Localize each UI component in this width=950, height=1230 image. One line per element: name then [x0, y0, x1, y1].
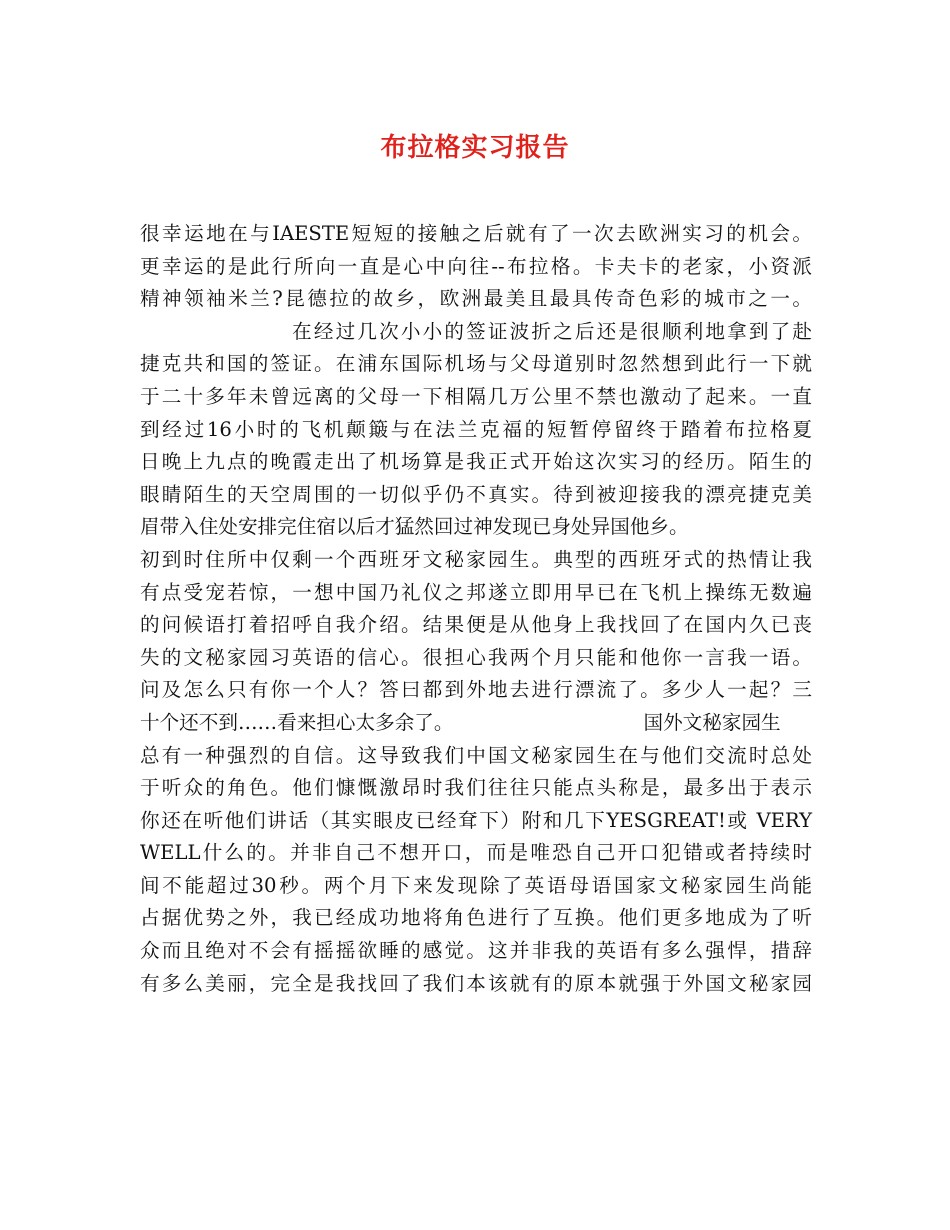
text-line: 众而且绝对不会有摇摇欲睡的感觉。这并非我的英语有多么强悍，措辞 — [140, 939, 812, 963]
text-line: 眼睛陌生的天空周围的一切似乎仍不真实。待到被迎接我的漂亮捷克美 — [140, 482, 812, 506]
text-line: 很幸运地在与IAESTE短短的接触之后就有了一次去欧洲实习的机会。 — [140, 222, 812, 245]
text-line: 总有一种强烈的自信。这导致我们中国文秘家园生在与他们交流时总处 — [140, 743, 812, 767]
text-line: 占据优势之外，我已经成功地将角色进行了互换。他们更多地成为了听 — [140, 906, 812, 930]
text-line: 捷克共和国的签证。在浦东国际机场与父母道别时忽然想到此行一下就 — [140, 352, 812, 376]
text-line: 精神领袖米兰?昆德拉的故乡，欧洲最美且最具传奇色彩的城市之一。 — [140, 287, 812, 311]
text-line-content: 十个还不到……看来担心太多余了。 — [140, 710, 454, 734]
text-line: 你还在听他们讲话（其实眼皮已经耷下）附和几下YESGREAT!或 VERY — [140, 808, 812, 832]
text-line: 有点受宠若惊，一想中国乃礼仪之邦遂立即用早已在飞机上操练无数遍 — [140, 580, 812, 604]
text-line: 到经过16小时的飞机颠簸与在法兰克福的短暂停留终于踏着布拉格夏 — [140, 417, 812, 441]
text-line: 于听众的角色。他们慷慨激昂时我们往往只能点头称是，最多出于表示 — [140, 776, 812, 800]
text-line: WELL什么的。并非自己不想开口，而是唯恐自己开口犯错或者持续时 — [140, 841, 812, 865]
text-line: 眉带入住处安排完住宿以后才猛然回过神发现已身处异国他乡。 — [140, 515, 689, 539]
text-line: 初到时住所中仅剩一个西班牙文秘家园生。典型的西班牙式的热情让我 — [140, 547, 812, 571]
text-line: 日晚上九点的晚霞走出了机场算是我正式开始这次实习的经历。陌生的 — [140, 450, 812, 474]
text-line: 问及怎么只有你一个人？答曰都到外地去进行漂流了。多少人一起？三 — [140, 678, 812, 702]
document-body — [140, 218, 812, 1000]
text-line: 间不能超过30秒。两个月下来发现除了英语母语国家文秘家园生尚能 — [140, 873, 812, 897]
text-line: 失的文秘家园习英语的信心。很担心我两个月只能和他你一言我一语。 — [140, 645, 812, 669]
text-line-indented — [140, 316, 812, 349]
document-title: 布拉格实习报告 — [380, 133, 570, 163]
text-line: 有多么美丽，完全是我找回了我们本该就有的原本就强于外国文秘家园 — [140, 971, 812, 995]
text-line: 更幸运的是此行所向一直是心中向往--布拉格。卡夫卡的老家，小资派 — [140, 254, 812, 278]
text-line-content: 国外文秘家园生 — [643, 710, 781, 734]
text-line-split — [140, 707, 812, 740]
text-line-content: 在经过几次小小的签证波折之后还是很顺利地拿到了赴 — [290, 319, 812, 343]
text-line: 于二十多年未曾远离的父母一下相隔几万公里不禁也激动了起来。一直 — [140, 384, 812, 408]
text-line: 的问候语打着招呼自我介绍。结果便是从他身上我找回了在国内久已丧 — [140, 613, 812, 637]
